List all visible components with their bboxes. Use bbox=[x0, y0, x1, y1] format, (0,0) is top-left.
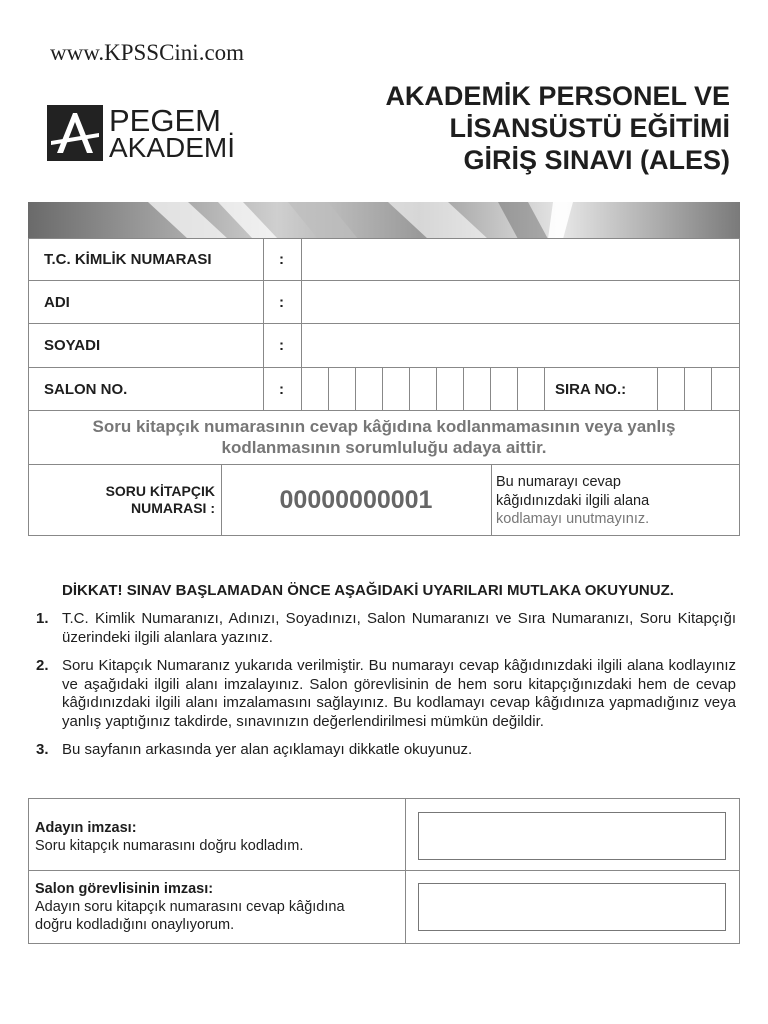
candidate-signature-title: Adayın imzası: bbox=[35, 820, 137, 836]
adi-label: ADI bbox=[44, 293, 70, 311]
soyadi-row bbox=[28, 323, 740, 368]
list-item: 2. Soru Kitapçık Numaranız yukarıda verilmiştir. Bu numarayı cevap kâğıdınızdaki ilgili alana kodlayınız ve aşağıdaki ilgili alanı imzalayınız. Salon görevlisinin de hem soru kitapçığınızdaki hem de cevap kâğıdınızdaki ilgili alanı imzalamasını sağlayınız. Bu kodlamayı cevap kâğıdınıza yapmadığınız veya yanlış yaptığınız takdirde, sınavınızın değerlendirilmesi mümkün değildir. bbox=[36, 657, 736, 730]
booklet-number-box bbox=[28, 464, 740, 536]
tc-label: T.C. KİMLİK NUMARASI bbox=[44, 251, 212, 268]
adi-row bbox=[28, 280, 740, 324]
logo-top-text: PEGEM bbox=[109, 102, 221, 138]
booklet-note-3: kodlamayı unutmayınız. bbox=[496, 511, 650, 527]
logo-a-icon bbox=[47, 105, 103, 161]
logo-bottom-text: AKADEMİ bbox=[109, 131, 236, 163]
salon-label: SALON NO. bbox=[44, 380, 128, 398]
official-signature-box[interactable] bbox=[418, 883, 726, 931]
candidate-signature-box[interactable] bbox=[418, 812, 726, 860]
decorative-banner bbox=[28, 202, 740, 239]
tc-row bbox=[28, 238, 740, 281]
list-item: 3. Bu sayfanın arkasında yer alan açıklamayı dikkatle okuyunuz. bbox=[36, 741, 473, 758]
official-signature-text-1: Adayın soru kitapçık numarasını cevap kâğıdına bbox=[35, 899, 345, 915]
sira-label: SIRA NO.: bbox=[555, 380, 627, 398]
booklet-label-1: SORU KİTAPÇIK bbox=[105, 483, 215, 499]
colon: : bbox=[279, 380, 284, 398]
signature-table bbox=[28, 798, 740, 944]
instructions-list bbox=[36, 610, 736, 770]
instructions-heading: DİKKAT! SINAV BAŞLAMADAN ÖNCE AŞAĞIDAKİ UYARILARI MUTLAKA OKUYUNUZ. bbox=[62, 582, 674, 599]
booklet-number: 00000000001 bbox=[279, 485, 433, 514]
colon: : bbox=[279, 251, 284, 268]
official-signature-title: Salon görevlisinin imzası: bbox=[35, 881, 214, 897]
website-url: www.KPSSCini.com bbox=[50, 40, 245, 65]
colon: : bbox=[279, 337, 284, 354]
salon-row bbox=[28, 367, 740, 411]
coding-warning: Soru kitapçık numarasının cevap kâğıdına kodlanmamasının veya yanlış kodlanmasının sorumluluğu adaya aittir. bbox=[28, 410, 740, 465]
booklet-label-2: NUMARASI : bbox=[131, 500, 215, 516]
booklet-note-2: kâğıdınızdaki ilgili alana bbox=[496, 492, 650, 509]
official-signature-text-2: doğru kodladığını onaylıyorum. bbox=[35, 917, 235, 933]
candidate-signature-text: Soru kitapçık numarasını doğru kodladım. bbox=[35, 838, 304, 854]
colon: : bbox=[279, 293, 284, 311]
booklet-note-1: Bu numarayı cevap bbox=[496, 474, 621, 490]
list-item: 1. T.C. Kimlik Numaranızı, Adınızı, Soyadınızı, Salon Numaranızı ve Sıra Numaranızı, Soru Kitapçığı üzerindeki ilgili alanlara yazınız. bbox=[36, 610, 736, 646]
exam-title: AKADEMİK PERSONEL VE LİSANSÜSTÜ EĞİTİMİ GİRİŞ SINAVI (ALES) bbox=[385, 81, 730, 175]
pegem-logo bbox=[47, 104, 235, 162]
soyadi-label: SOYADI bbox=[44, 337, 101, 354]
